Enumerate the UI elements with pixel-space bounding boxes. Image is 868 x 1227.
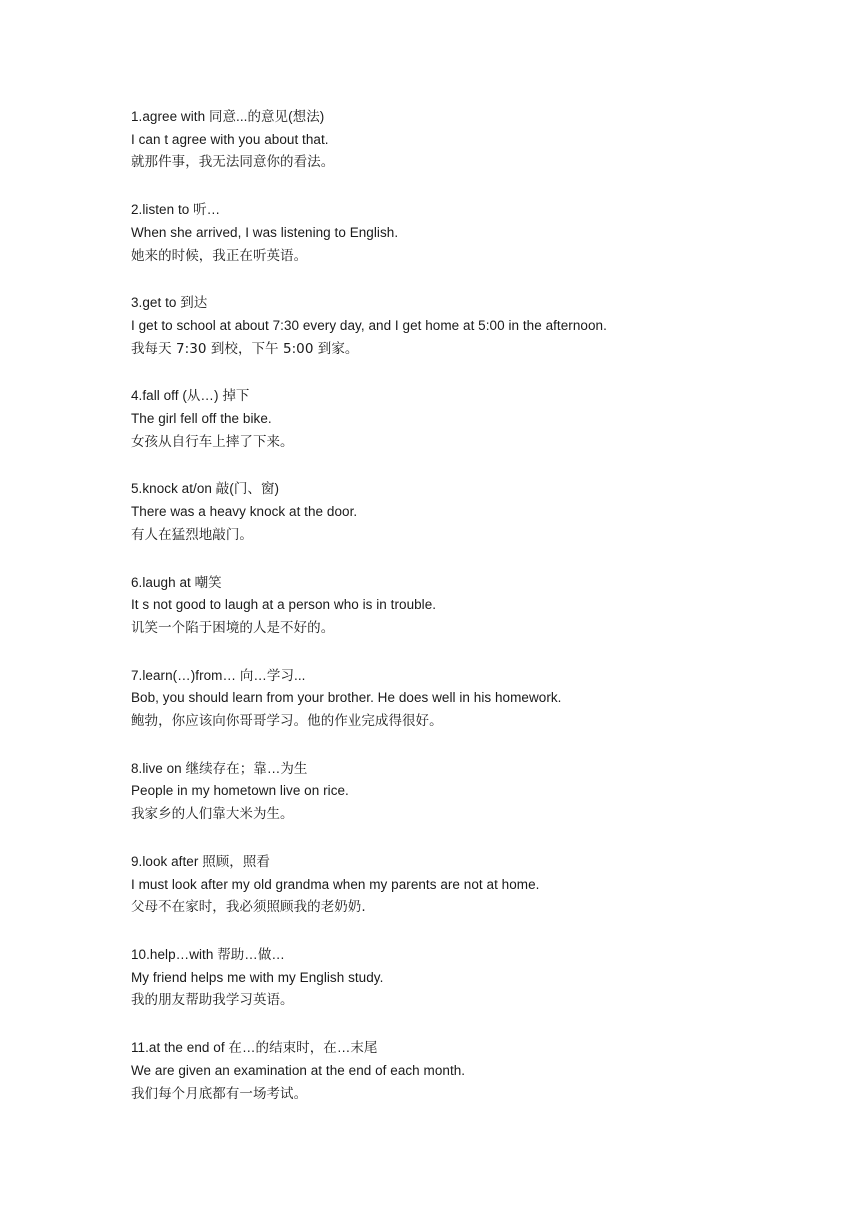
example-chinese: 我们每个月底都有一场考试。: [131, 1085, 308, 1102]
phrase-entry-10: [131, 944, 831, 1012]
example-english: People in my hometown live on rice.: [131, 783, 349, 799]
example-english: I can t agree with you about that.: [131, 131, 329, 147]
example-english: My friend helps me with my English study.: [131, 969, 384, 985]
phrase-heading: 2.listen to 听…: [131, 202, 221, 218]
phrase-entry-2: [131, 199, 831, 267]
phrase-entry-6: [131, 572, 831, 640]
phrase-entry-11: [131, 1037, 831, 1105]
example-chinese: 我家乡的人们靠大米为生。: [131, 806, 294, 823]
example-english: There was a heavy knock at the door.: [131, 504, 358, 520]
phrase-heading: 11.at the end of 在…的结束时，在…末尾: [131, 1040, 378, 1056]
example-chinese: 就那件事，我无法同意你的看法。: [131, 154, 335, 171]
phrase-entry-9: [131, 851, 831, 919]
phrase-heading: 1.agree with 同意...的意见(想法): [131, 109, 325, 124]
phrase-heading: 7.learn(…)from… 向…学习...: [131, 667, 306, 683]
phrase-heading: 5.knock at/on 敲(门、窗): [131, 481, 280, 497]
example-english: I get to school at about 7:30 every day, and I get home at 5:00 in the afternoon.: [131, 317, 607, 333]
phrase-entry-4: [131, 385, 831, 453]
phrase-entry-3: [131, 292, 831, 360]
phrase-heading: 4.fall off (从…) 掉下: [131, 388, 250, 404]
document-page: [131, 106, 831, 1130]
phrase-entry-8: [131, 758, 831, 826]
example-english: Bob, you should learn from your brother. He does well in his homework.: [131, 690, 562, 706]
example-chinese: 我每天 7:30 到校，下午 5:00 到家。: [131, 340, 359, 357]
phrase-heading: 6.laugh at 嘲笑: [131, 574, 222, 590]
phrase-entry-1: [131, 106, 831, 174]
example-chinese: 女孩从自行车上摔了下来。: [131, 433, 294, 450]
example-chinese: 有人在猛烈地敲门。: [131, 526, 253, 543]
phrase-heading: 9.look after 照顾，照看: [131, 853, 270, 869]
example-chinese: 我的朋友帮助我学习英语。: [131, 992, 294, 1009]
phrase-heading: 10.help…with 帮助…做…: [131, 946, 285, 962]
example-english: The girl fell off the bike.: [131, 411, 272, 427]
example-english: We are given an examination at the end of each month.: [131, 1062, 466, 1078]
example-chinese: 鲍勃，你应该向你哥哥学习。他的作业完成得很好。: [131, 713, 443, 730]
example-english: When she arrived, I was listening to English.: [131, 224, 399, 240]
phrase-entry-7: [131, 665, 831, 733]
phrase-entry-5: [131, 478, 831, 546]
phrase-heading: 3.get to 到达: [131, 295, 208, 311]
example-chinese: 她来的时候，我正在听英语。: [131, 247, 308, 264]
example-english: It s not good to laugh at a person who is in trouble.: [131, 597, 437, 613]
example-english: I must look after my old grandma when my parents are not at home.: [131, 876, 540, 892]
example-chinese: 父母不在家时，我必须照顾我的老奶奶.: [131, 899, 366, 916]
example-chinese: 讥笑一个陷于困境的人是不好的。: [131, 619, 335, 636]
phrase-heading: 8.live on 继续存在；靠…为生: [131, 760, 308, 776]
